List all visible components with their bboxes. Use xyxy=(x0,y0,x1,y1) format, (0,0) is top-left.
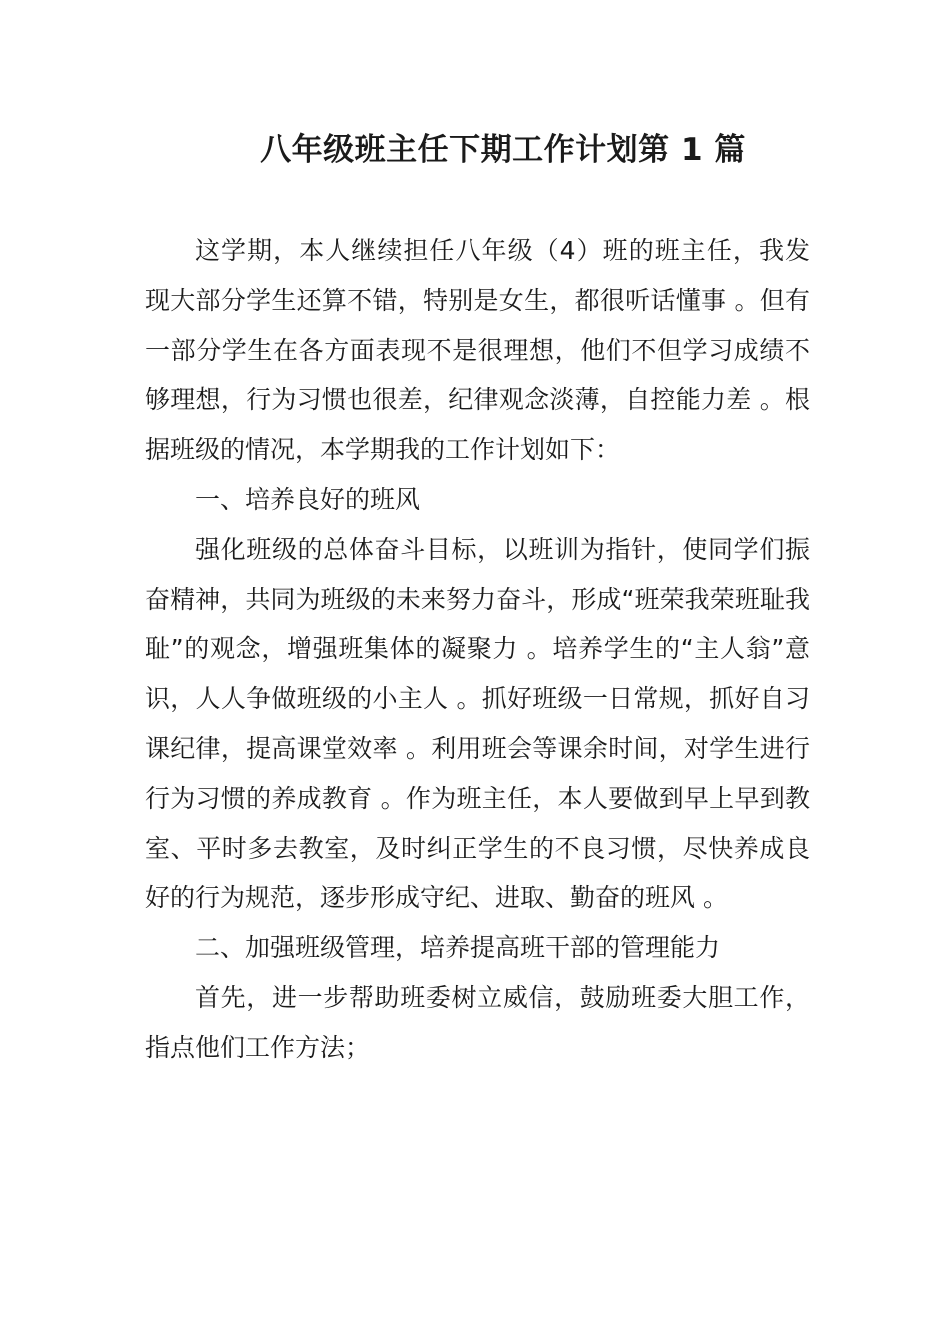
document-title: 八年级班主任下期工作计划第 1 篇 xyxy=(260,132,746,168)
section-1-paragraph: 强化班级的总体奋斗目标，以班训为指针，使同学们振奋精神，共同为班级的未来努力奋斗，形成“班荣我荣班耻我耻”的观念，增强班集体的凝聚力 。培养学生的“主人翁”意识，人人争做班级的小主人 。抓好班级一日常规，抓好自习课纪律，提高课堂效率 。利用班会等课余时间，对学生进行行为习惯的养成教育 。作为班主任，本人要做到早上早到教室、平时多去教室，及时纠正学生的不良习惯，尽快养成良好的行为规范，逐步形成守纪、进取、勤奋的班风 。 xyxy=(145,534,810,913)
section-heading-1: 一、培养良好的班风 xyxy=(195,484,421,514)
section-heading-2: 二、加强班级管理，培养提高班干部的管理能力 xyxy=(195,933,721,963)
intro-paragraph: 这学期，本人继续担任八年级（4）班的班主任，我发现大部分学生还算不错，特别是女生，都很听话懂事 。但有一部分学生在各方面表现不是很理想，他们不但学习成绩不够理想，行为习惯也很差，纪律观念淡薄，自控能力差 。根据班级的情况，本学期我的工作计划如下： xyxy=(145,236,810,465)
document-body xyxy=(145,226,810,1073)
section-2-paragraph: 首先，进一步帮助班委树立威信，鼓励班委大胆工作，指点他们工作方法； xyxy=(145,982,810,1062)
